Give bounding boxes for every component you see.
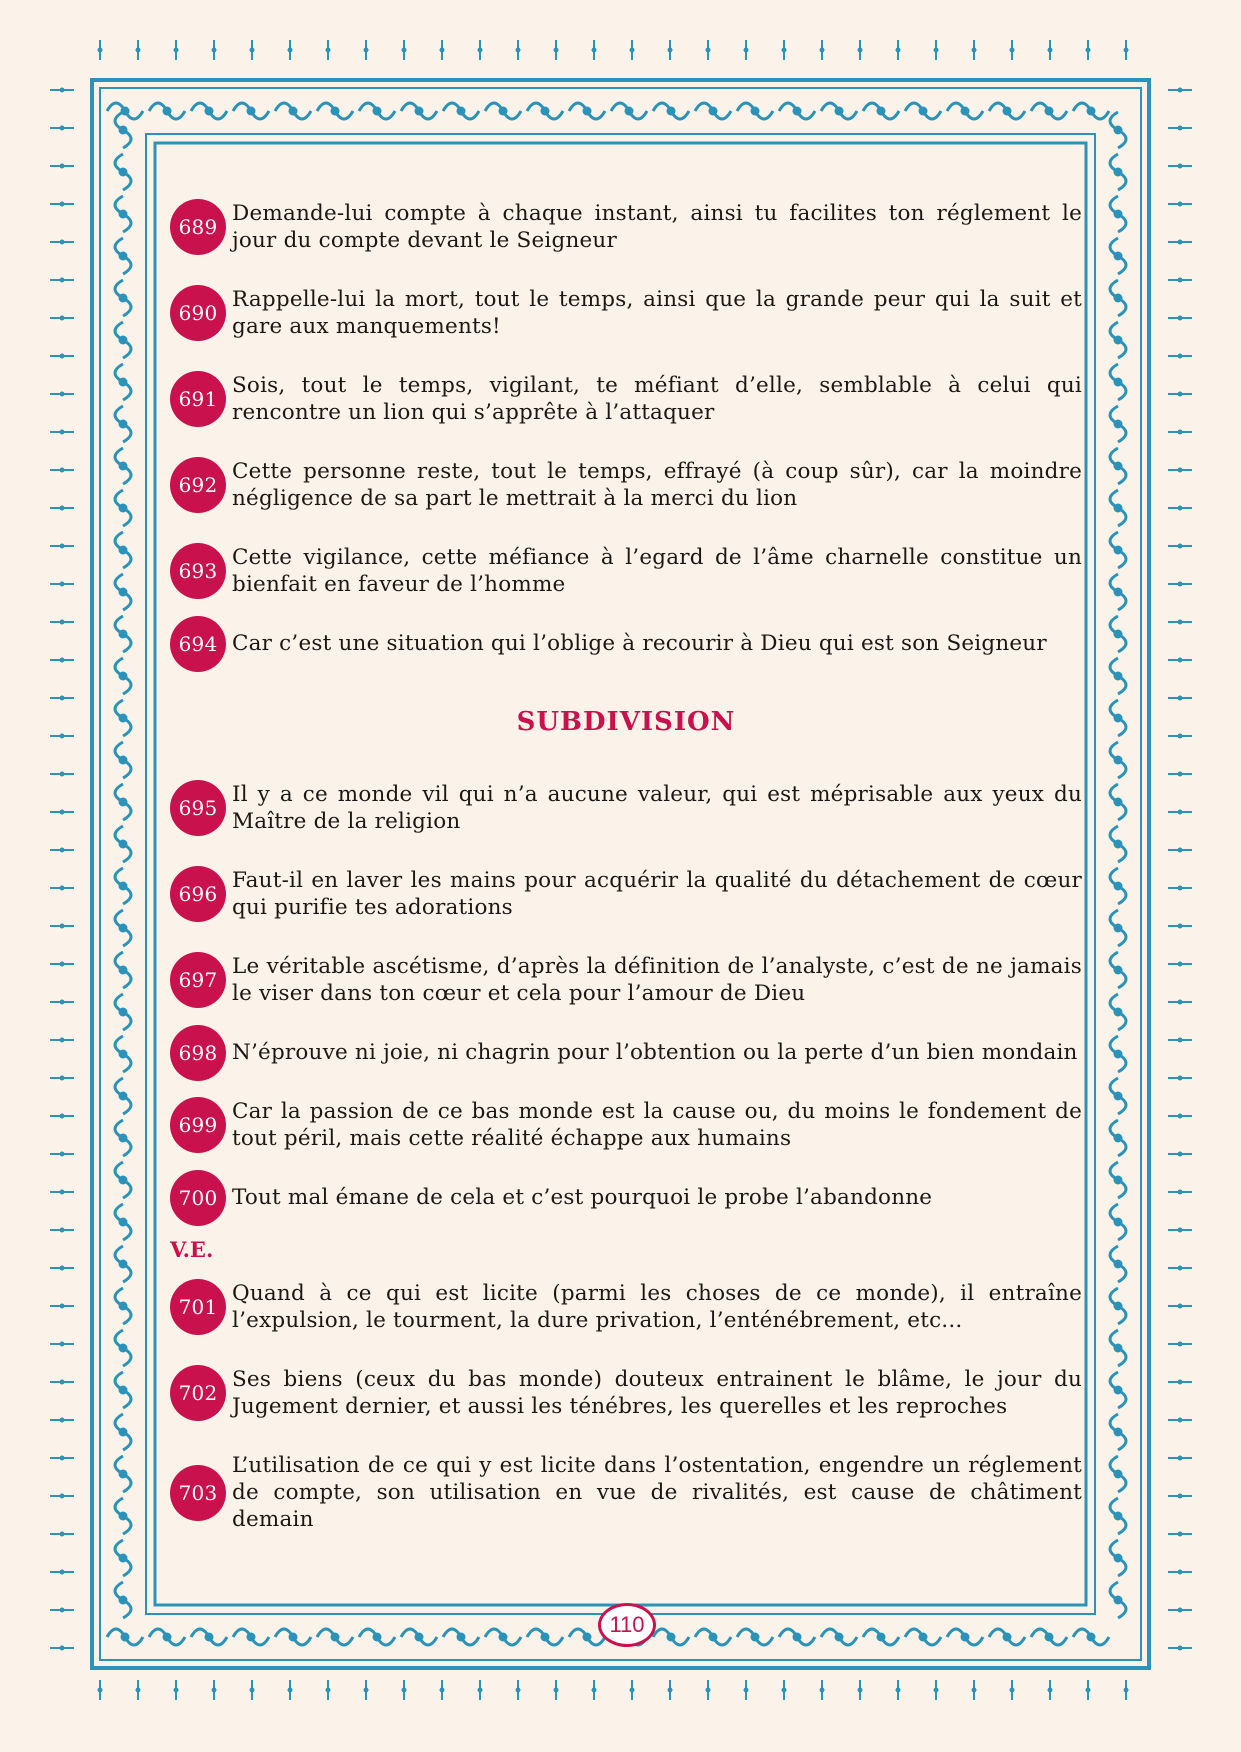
verse-number-badge: 701 [170,1279,226,1335]
verse-text: Car c’est une situation qui l’oblige à recourir à Dieu qui est son Seigneur [232,631,1047,656]
verse-item [170,1039,1082,1066]
verse-list-part3 [170,1280,1082,1533]
verse-list-part2 [170,781,1082,1211]
verse-number-badge: 690 [170,285,226,341]
verse-text: Rappelle-lui la mort, tout le temps, ainsi que la grande peur qui la suit et gare aux manquements! [232,287,1082,339]
verse-number-badge: 689 [170,199,226,255]
verse-number-badge: 694 [170,616,226,672]
verse-item [170,458,1082,512]
verse-number-badge: 695 [170,780,226,836]
verse-text: Ses biens (ceux du bas monde) douteux entrainent le blâme, le jour du Jugement dernier, et aussi les ténébres, les querelles et les reproches [232,1367,1082,1419]
verse-list-part1 [170,200,1082,657]
verse-number-badge: 703 [170,1465,226,1521]
verse-text: Il y a ce monde vil qui n’a aucune valeur, qui est méprisable aux yeux du Maître de la religion [232,782,1082,834]
verse-item [170,1452,1082,1533]
verse-item [170,1184,1082,1211]
verse-number-badge: 697 [170,952,226,1008]
verse-text: Sois, tout le temps, vigilant, te méfiant d’elle, semblable à celui qui rencontre un lion qui s’apprête à l’attaquer [232,373,1082,425]
verse-text: Faut-il en laver les mains pour acquérir la qualité du détachement de cœur qui purifie tes adorations [232,868,1082,920]
verse-text: L’utilisation de ce qui y est licite dans l’ostentation, engendre un réglement de compte, son utilisation en vue de rivalités, est cause de châtiment demain [232,1453,1082,1532]
verse-text: Cette vigilance, cette méfiance à l’egard de l’âme charnelle constitue un bienfait en faveur de l’homme [232,545,1082,597]
verse-text: Car la passion de ce bas monde est la cause ou, du moins le fondement de tout péril, mais cette réalité échappe aux humains [232,1099,1082,1151]
verse-item [170,544,1082,598]
verse-text: Cette personne reste, tout le temps, effrayé (à coup sûr), car la moindre négligence de sa part le mettrait à la merci du lion [232,459,1082,511]
page-content [170,200,1082,1580]
verse-text: Demande-lui compte à chaque instant, ainsi tu facilites ton réglement le jour du compte devant le Seigneur [232,201,1082,253]
verse-item [170,200,1082,254]
verse-item [170,372,1082,426]
verse-number-badge: 691 [170,371,226,427]
verse-number-badge: 700 [170,1170,226,1226]
page-number: 110 [598,1603,656,1647]
verse-item [170,781,1082,835]
verse-number-badge: 699 [170,1097,226,1153]
verse-text: Tout mal émane de cela et c’est pourquoi le probe l’abandonne [232,1185,933,1210]
verse-number-badge: 692 [170,457,226,513]
verse-item [170,1098,1082,1152]
verse-item [170,1366,1082,1420]
verse-item [170,953,1082,1007]
verse-number-badge: 696 [170,866,226,922]
verse-text: N’éprouve ni joie, ni chagrin pour l’obtention ou la perte d’un bien mondain [232,1040,1078,1065]
verse-item [170,1280,1082,1334]
verse-item [170,286,1082,340]
verse-number-badge: 702 [170,1365,226,1421]
verse-number-badge: 693 [170,543,226,599]
verse-text: Le véritable ascétisme, d’après la définition de l’analyste, c’est de ne jamais le viser dans ton cœur et cela pour l’amour de Dieu [232,954,1082,1006]
verse-text: Quand à ce qui est licite (parmi les choses de ce monde), il entraîne l’expulsion, le tourment, la dure privation, l’enténébrement, etc... [232,1281,1082,1333]
verse-number-badge: 698 [170,1025,226,1081]
section-heading: SUBDIVISION [516,707,736,737]
section-label: V.E. [170,1237,214,1262]
verse-item [170,867,1082,921]
verse-item [170,630,1082,657]
